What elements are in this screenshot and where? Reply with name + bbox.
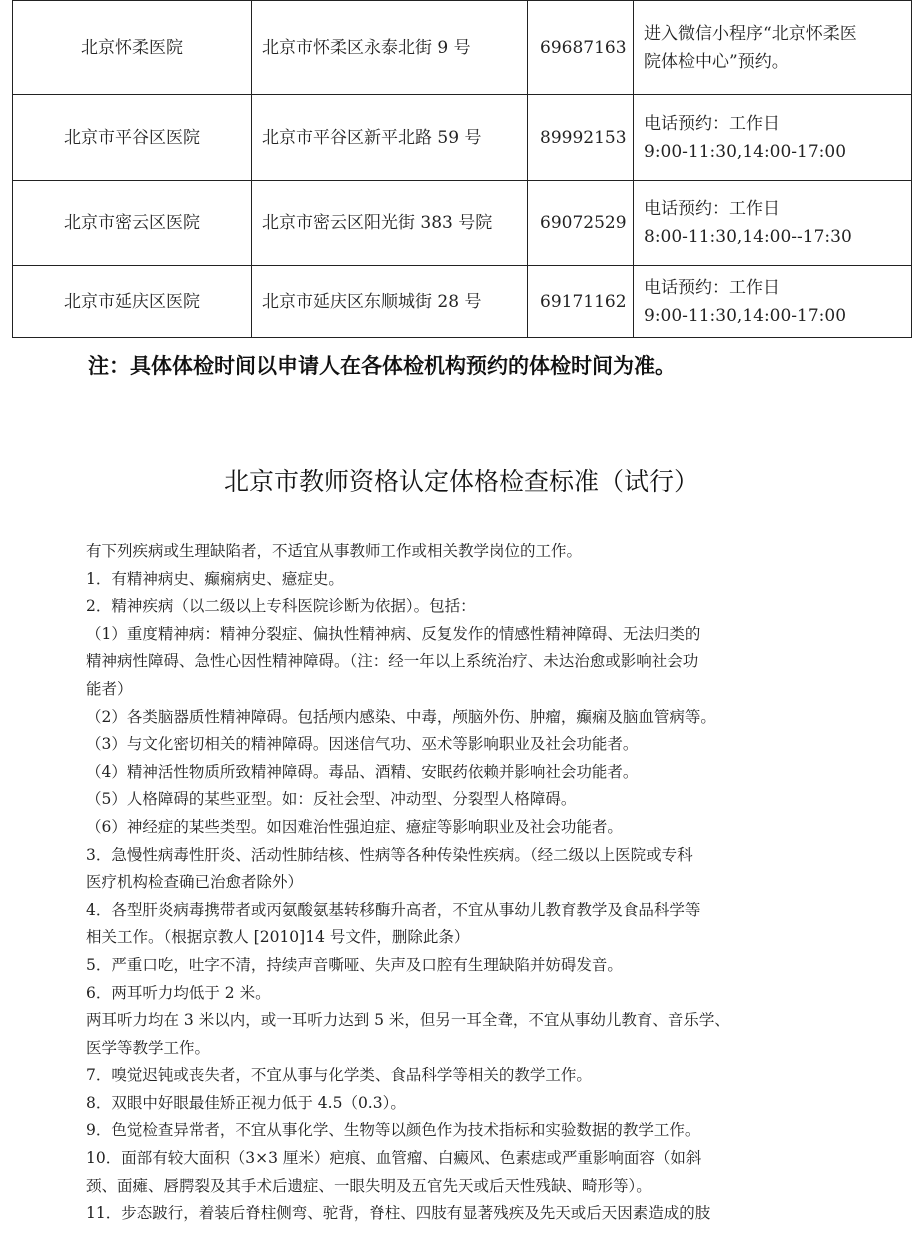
standard-line: 9．色觉检查异常者，不宜从事化学、生物等以颜色作为技术指标和实验数据的教学工作。 bbox=[86, 1121, 701, 1140]
standard-line: 5．严重口吃，吐字不清，持续声音嘶哑、失声及口腔有生理缺陷并妨碍发音。 bbox=[86, 955, 623, 974]
appointment-line: 院体检中心”预约。 bbox=[644, 51, 789, 72]
standard-line: 10．面部有较大面积（3×3 厘米）疤痕、血管瘤、白癜风、色素痣或严重影响面容（如斜 bbox=[86, 1149, 702, 1168]
hospital-address: 北京市平谷区新平北路 59 号 bbox=[252, 95, 528, 181]
standard-line: （4）精神活性物质所致精神障碍。毒品、酒精、安眠药依赖并影响社会功能者。 bbox=[86, 762, 639, 781]
appointment-info bbox=[634, 181, 912, 266]
standard-line: 4．各型肝炎病毒携带者或丙氨酸氨基转移酶升高者，不宜从事幼儿教育教学及食品科学等 bbox=[86, 900, 701, 919]
hospital-phone: 69687163 bbox=[528, 1, 634, 95]
appointment-line: 电话预约：工作日 bbox=[644, 277, 780, 298]
appointment-line: 9:00-11:30,14:00-17:00 bbox=[644, 305, 847, 326]
standard-line: （5）人格障碍的某些亚型。如：反社会型、冲动型、分裂型人格障碍。 bbox=[86, 790, 577, 809]
hospital-phone: 89992153 bbox=[528, 95, 634, 181]
standard-title: 北京市教师资格认定体格检查标准（试行） bbox=[223, 467, 699, 496]
table-row bbox=[13, 181, 912, 266]
standard-line: （3）与文化密切相关的精神障碍。因迷信气功、巫术等影响职业及社会功能者。 bbox=[86, 735, 639, 754]
standard-line: 颈、面瘫、唇腭裂及其手术后遗症、一眼失明及五官先天或后天性残缺、畸形等）。 bbox=[86, 1176, 652, 1195]
table-row bbox=[13, 1, 912, 95]
hospital-name: 北京市平谷区医院 bbox=[13, 95, 252, 181]
appointment-line: 进入微信小程序“北京怀柔医 bbox=[644, 23, 857, 44]
standard-line: （6）神经症的某些类型。如因难治性强迫症、癔症等影响职业及社会功能者。 bbox=[86, 817, 623, 836]
hospital-phone: 69171162 bbox=[528, 266, 634, 338]
appointment-info bbox=[634, 1, 912, 95]
appointment-line: 电话预约：工作日 bbox=[644, 113, 780, 134]
table-row bbox=[13, 95, 912, 181]
hospital-address: 北京市怀柔区永泰北街 9 号 bbox=[252, 1, 528, 95]
exam-time-note: 注：具体体检时间以申请人在各体检机构预约的体检时间为准。 bbox=[88, 354, 676, 378]
standard-line: 2．精神疾病（以二级以上专科医院诊断为依据）。包括： bbox=[86, 597, 476, 616]
hospital-table bbox=[12, 0, 912, 338]
standard-line: 6．两耳听力均低于 2 米。 bbox=[86, 983, 271, 1002]
standard-line: 医学等教学工作。 bbox=[86, 1038, 211, 1057]
appointment-line: 电话预约：工作日 bbox=[644, 199, 780, 219]
standard-line: 医疗机构检查确已治愈者除外） bbox=[86, 873, 304, 892]
hospital-address: 北京市延庆区东顺城街 28 号 bbox=[252, 266, 528, 338]
standard-line: 11．步态跛行，着装后脊柱侧弯、驼背，脊柱、四肢有显著残疾及先天或后天因素造成的肢 bbox=[86, 1204, 711, 1223]
standard-line: （1）重度精神病：精神分裂症、偏执性精神病、反复发作的情感性精神障碍、无法归类的 bbox=[86, 624, 701, 643]
hospital-address: 北京市密云区阳光街 383 号院 bbox=[252, 181, 528, 266]
standard-line: 7．嗅觉迟钝或丧失者，不宜从事与化学类、食品科学等相关的教学工作。 bbox=[86, 1066, 592, 1085]
standard-line: 精神病性障碍、急性心因性精神障碍。（注：经一年以上系统治疗、未达治愈或影响社会功 bbox=[86, 652, 699, 671]
hospital-name: 北京市密云区医院 bbox=[13, 181, 252, 266]
standard-line: 能者） bbox=[86, 679, 133, 698]
table-row bbox=[13, 266, 912, 338]
appointment-line: 9:00-11:30,14:00-17:00 bbox=[644, 141, 847, 162]
hospital-name: 北京怀柔医院 bbox=[13, 1, 252, 95]
hospital-name: 北京市延庆区医院 bbox=[13, 266, 252, 338]
appointment-info bbox=[634, 266, 912, 338]
standard-line: 两耳听力均在 3 米以内，或一耳听力达到 5 米，但另一耳全聋，不宜从事幼儿教育、音乐学、 bbox=[86, 1011, 730, 1030]
standard-body bbox=[86, 538, 846, 1228]
hospital-phone: 69072529 bbox=[528, 181, 634, 266]
standard-line: 1．有精神病史、癫痫病史、癔症史。 bbox=[86, 569, 344, 588]
standard-line: （2）各类脑器质性精神障碍。包括颅内感染、中毒，颅脑外伤、肿瘤，癫痫及脑血管病等。 bbox=[86, 707, 716, 726]
standard-line: 有下列疾病或生理缺陷者，不适宜从事教师工作或相关教学岗位的工作。 bbox=[86, 542, 583, 560]
appointment-line: 8:00-11:30,14:00--17:30 bbox=[644, 227, 852, 247]
appointment-info bbox=[634, 95, 912, 181]
standard-line: 3．急慢性病毒性肝炎、活动性肺结核、性病等各种传染性疾病。（经二级以上医院或专科 bbox=[86, 845, 693, 864]
standard-line: 8．双眼中好眼最佳矫正视力低于 4.5（0.3）。 bbox=[86, 1093, 406, 1112]
standard-line: 相关工作。（根据京教人 [2010]14 号文件，删除此条） bbox=[86, 928, 470, 947]
